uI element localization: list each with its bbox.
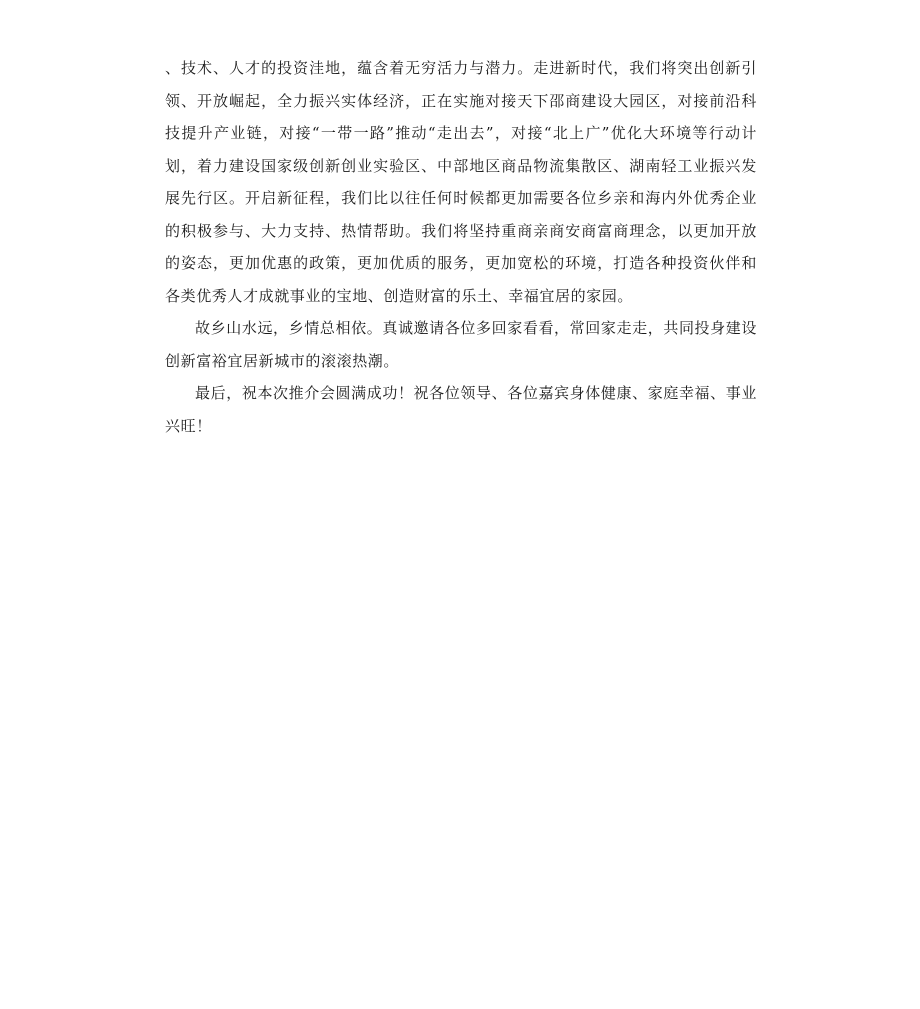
document-body — [165, 52, 757, 442]
paragraph-closing: 最后，祝本次推介会圆满成功！祝各位领导、各位嘉宾身体健康、家庭幸福、事业兴旺！ — [165, 384, 757, 435]
paragraph-continued: 、技术、人才的投资洼地，蕴含着无穷活力与潜力。走进新时代，我们将突出创新引领、开放崛起，全力振兴实体经济，正在实施对接天下邵商建设大园区，对接前沿科技提升产业链，对接“一带一路”推动“走出去”，对接“北上广”优化大环境等行动计划，着力建设国家级创新创业实验区、中部地区商品物流集散区、湖南轻工业振兴发展先行区。开启新征程，我们比以往任何时候都更加需要各位乡亲和海内外优秀企业的积极参与、大力支持、热情帮助。我们将坚持重商亲商安商富商理念，以更加开放的姿态，更加优惠的政策，更加优质的服务，更加宽松的环境，打造各种投资伙伴和各类优秀人才成就事业的宝地、创造财富的乐土、幸福宜居的家园。 — [165, 59, 757, 305]
paragraph-invitation: 故乡山水远，乡情总相依。真诚邀请各位多回家看看，常回家走走，共同投身建设创新富裕宜居新城市的滚滚热潮。 — [165, 319, 757, 370]
